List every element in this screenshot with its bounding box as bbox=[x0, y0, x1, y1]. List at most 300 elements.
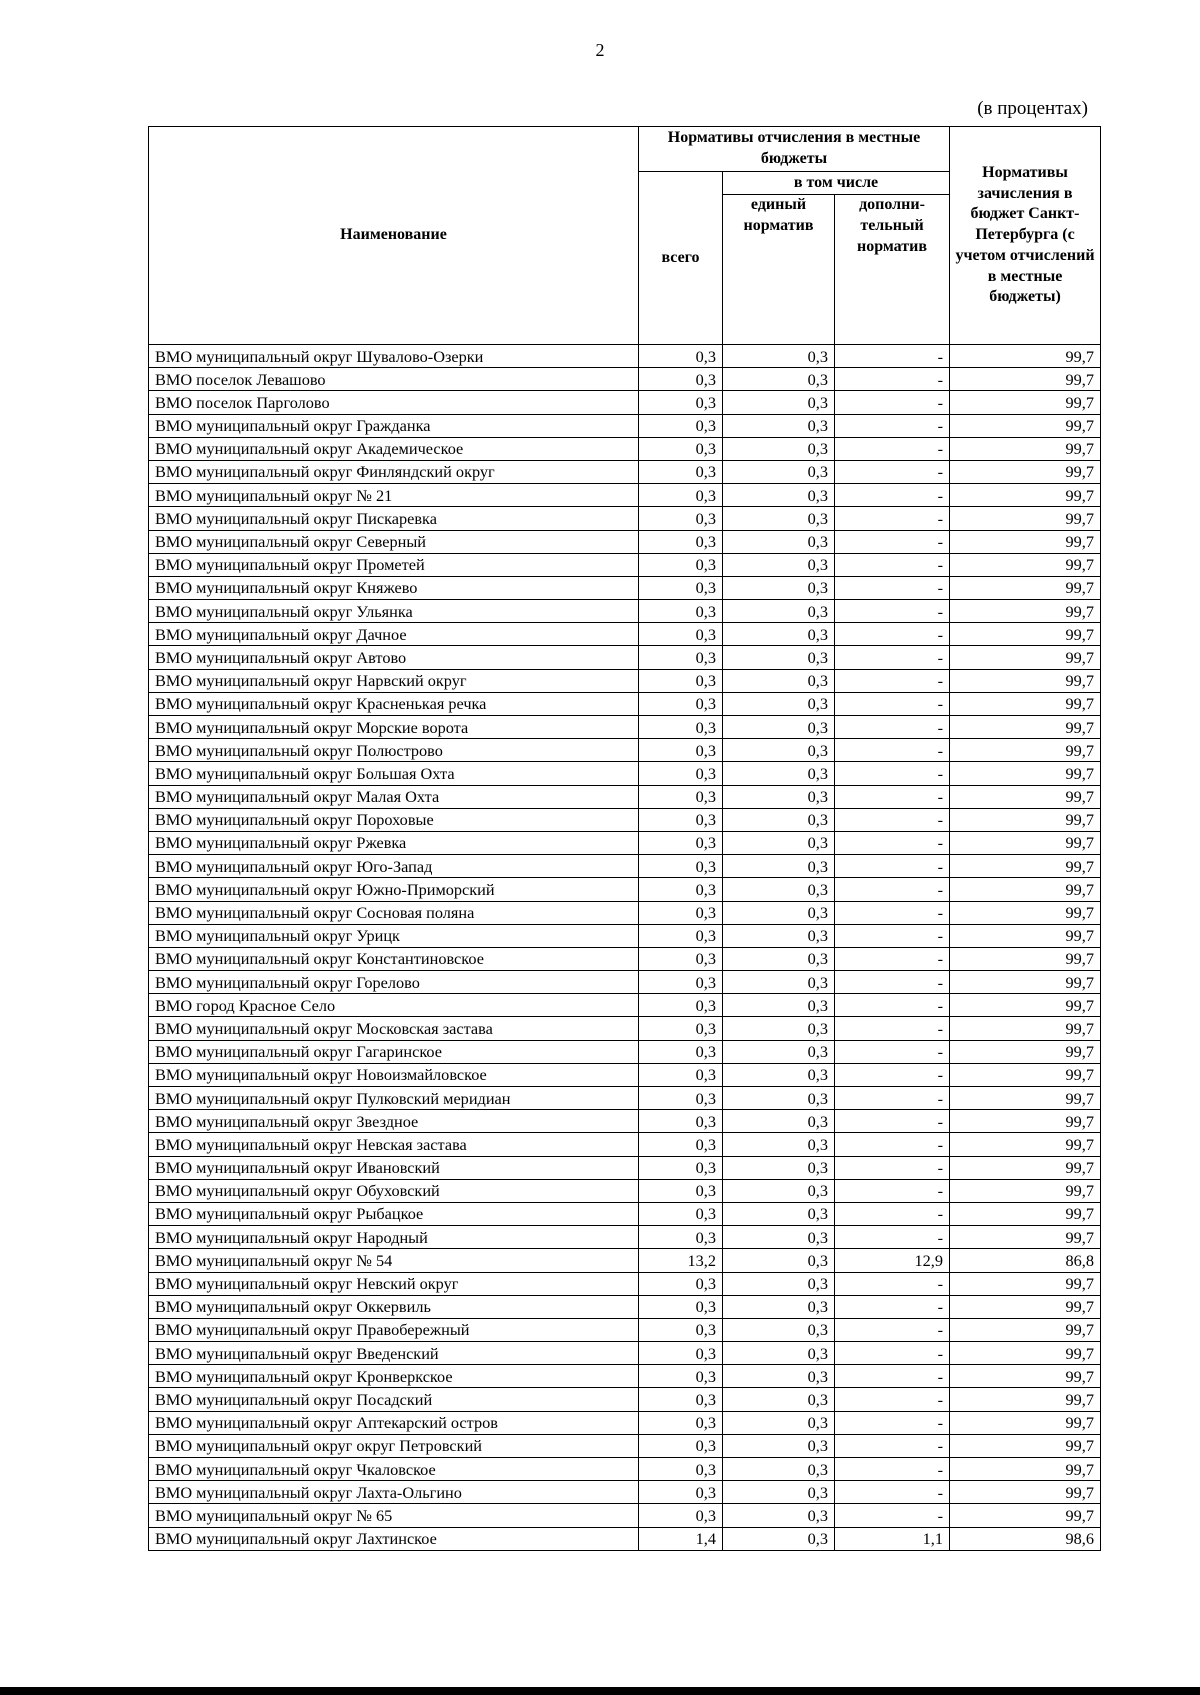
table-row bbox=[149, 994, 1101, 1017]
cell-additional: - bbox=[835, 692, 950, 715]
units-note: (в процентах) bbox=[977, 98, 1088, 119]
cell-spb: 99,7 bbox=[950, 762, 1101, 785]
cell-total: 13,2 bbox=[639, 1249, 723, 1272]
cell-name: ВМО муниципальный округ № 21 bbox=[149, 484, 639, 507]
cell-additional: - bbox=[835, 901, 950, 924]
cell-name: ВМО муниципальный округ Пискаревка bbox=[149, 507, 639, 530]
table-row bbox=[149, 1388, 1101, 1411]
cell-total: 0,3 bbox=[639, 1318, 723, 1341]
table-row bbox=[149, 1040, 1101, 1063]
cell-name: ВМО муниципальный округ Лахта-Ольгино bbox=[149, 1481, 639, 1504]
cell-total: 0,3 bbox=[639, 1133, 723, 1156]
cell-name: ВМО муниципальный округ Введенский bbox=[149, 1342, 639, 1365]
cell-additional: - bbox=[835, 391, 950, 414]
cell-uniform: 0,3 bbox=[723, 994, 835, 1017]
cell-spb: 99,7 bbox=[950, 1365, 1101, 1388]
cell-total: 0,3 bbox=[639, 460, 723, 483]
cell-total: 0,3 bbox=[639, 947, 723, 970]
cell-uniform: 0,3 bbox=[723, 785, 835, 808]
cell-spb: 99,7 bbox=[950, 530, 1101, 553]
table-row bbox=[149, 1110, 1101, 1133]
cell-spb: 99,7 bbox=[950, 669, 1101, 692]
cell-total: 0,3 bbox=[639, 716, 723, 739]
cell-additional: - bbox=[835, 1388, 950, 1411]
table-row bbox=[149, 855, 1101, 878]
cell-spb: 99,7 bbox=[950, 1133, 1101, 1156]
cell-total: 0,3 bbox=[639, 553, 723, 576]
table-row bbox=[149, 460, 1101, 483]
table-row bbox=[149, 1527, 1101, 1550]
cell-uniform: 0,3 bbox=[723, 1017, 835, 1040]
cell-name: ВМО муниципальный округ Московская застава bbox=[149, 1017, 639, 1040]
cell-uniform: 0,3 bbox=[723, 1365, 835, 1388]
cell-spb: 99,7 bbox=[950, 878, 1101, 901]
table-row bbox=[149, 1318, 1101, 1341]
table-row bbox=[149, 1249, 1101, 1272]
table-row bbox=[149, 808, 1101, 831]
cell-spb: 99,7 bbox=[950, 692, 1101, 715]
cell-name: ВМО муниципальный округ Оккервиль bbox=[149, 1295, 639, 1318]
cell-name: ВМО муниципальный округ Константиновское bbox=[149, 947, 639, 970]
cell-name: ВМО муниципальный округ № 65 bbox=[149, 1504, 639, 1527]
table-row bbox=[149, 1063, 1101, 1086]
table-row bbox=[149, 1411, 1101, 1434]
cell-name: ВМО муниципальный округ Южно-Приморский bbox=[149, 878, 639, 901]
cell-spb: 99,7 bbox=[950, 1156, 1101, 1179]
cell-additional: - bbox=[835, 1110, 950, 1133]
cell-additional: - bbox=[835, 437, 950, 460]
cell-total: 0,3 bbox=[639, 901, 723, 924]
cell-spb: 99,7 bbox=[950, 971, 1101, 994]
cell-uniform: 0,3 bbox=[723, 600, 835, 623]
cell-additional: - bbox=[835, 1040, 950, 1063]
table-row bbox=[149, 368, 1101, 391]
cell-total: 0,3 bbox=[639, 530, 723, 553]
table-row bbox=[149, 924, 1101, 947]
table-row bbox=[149, 646, 1101, 669]
cell-spb: 99,7 bbox=[950, 1411, 1101, 1434]
table-row bbox=[149, 1458, 1101, 1481]
cell-name: ВМО муниципальный округ Лахтинское bbox=[149, 1527, 639, 1550]
cell-spb: 99,7 bbox=[950, 1295, 1101, 1318]
cell-total: 0,3 bbox=[639, 1272, 723, 1295]
cell-name: ВМО муниципальный округ Народный bbox=[149, 1226, 639, 1249]
cell-additional: - bbox=[835, 1272, 950, 1295]
cell-uniform: 0,3 bbox=[723, 1226, 835, 1249]
cell-name: ВМО муниципальный округ Ржевка bbox=[149, 831, 639, 854]
cell-additional: - bbox=[835, 1226, 950, 1249]
cell-total: 0,3 bbox=[639, 1110, 723, 1133]
cell-uniform: 0,3 bbox=[723, 1527, 835, 1550]
cell-uniform: 0,3 bbox=[723, 1388, 835, 1411]
table-row bbox=[149, 1295, 1101, 1318]
table-row bbox=[149, 530, 1101, 553]
cell-name: ВМО муниципальный округ Невский округ bbox=[149, 1272, 639, 1295]
cell-name: ВМО город Красное Село bbox=[149, 994, 639, 1017]
table-row bbox=[149, 739, 1101, 762]
table-row bbox=[149, 669, 1101, 692]
table-row bbox=[149, 414, 1101, 437]
cell-name: ВМО муниципальный округ Полюстрово bbox=[149, 739, 639, 762]
cell-spb: 99,7 bbox=[950, 1063, 1101, 1086]
cell-name: ВМО поселок Парголово bbox=[149, 391, 639, 414]
table-row bbox=[149, 1133, 1101, 1156]
cell-name: ВМО муниципальный округ Сосновая поляна bbox=[149, 901, 639, 924]
cell-uniform: 0,3 bbox=[723, 1295, 835, 1318]
cell-additional: - bbox=[835, 669, 950, 692]
cell-additional: - bbox=[835, 1017, 950, 1040]
cell-spb: 99,7 bbox=[950, 460, 1101, 483]
cell-additional: - bbox=[835, 507, 950, 530]
cell-uniform: 0,3 bbox=[723, 1063, 835, 1086]
cell-name: ВМО муниципальный округ Пороховые bbox=[149, 808, 639, 831]
cell-spb: 99,7 bbox=[950, 1017, 1101, 1040]
cell-spb: 99,7 bbox=[950, 1202, 1101, 1225]
cell-additional: - bbox=[835, 1295, 950, 1318]
cell-additional: - bbox=[835, 1087, 950, 1110]
cell-name: ВМО муниципальный округ округ Петровский bbox=[149, 1434, 639, 1457]
cell-total: 0,3 bbox=[639, 600, 723, 623]
cell-spb: 99,7 bbox=[950, 1458, 1101, 1481]
cell-spb: 99,7 bbox=[950, 1434, 1101, 1457]
cell-spb: 99,7 bbox=[950, 808, 1101, 831]
cell-additional: - bbox=[835, 1434, 950, 1457]
table-row bbox=[149, 716, 1101, 739]
cell-additional: - bbox=[835, 1365, 950, 1388]
cell-uniform: 0,3 bbox=[723, 507, 835, 530]
cell-total: 0,3 bbox=[639, 1388, 723, 1411]
cell-spb: 99,7 bbox=[950, 716, 1101, 739]
cell-total: 0,3 bbox=[639, 669, 723, 692]
cell-spb: 99,7 bbox=[950, 1040, 1101, 1063]
table-row bbox=[149, 437, 1101, 460]
cell-spb: 99,7 bbox=[950, 1226, 1101, 1249]
cell-additional: - bbox=[835, 971, 950, 994]
cell-name: ВМО муниципальный округ Гагаринское bbox=[149, 1040, 639, 1063]
cell-name: ВМО муниципальный округ Рыбацкое bbox=[149, 1202, 639, 1225]
table-row bbox=[149, 391, 1101, 414]
cell-uniform: 0,3 bbox=[723, 831, 835, 854]
cell-additional: - bbox=[835, 600, 950, 623]
cell-total: 0,3 bbox=[639, 1342, 723, 1365]
cell-name: ВМО муниципальный округ Ульянка bbox=[149, 600, 639, 623]
cell-uniform: 0,3 bbox=[723, 1202, 835, 1225]
cell-name: ВМО муниципальный округ Кронверкское bbox=[149, 1365, 639, 1388]
cell-uniform: 0,3 bbox=[723, 345, 835, 368]
cell-uniform: 0,3 bbox=[723, 414, 835, 437]
table-row bbox=[149, 878, 1101, 901]
cell-name: ВМО муниципальный округ Звездное bbox=[149, 1110, 639, 1133]
cell-additional: - bbox=[835, 414, 950, 437]
cell-total: 0,3 bbox=[639, 831, 723, 854]
cell-additional: 12,9 bbox=[835, 1249, 950, 1272]
cell-name: ВМО муниципальный округ Чкаловское bbox=[149, 1458, 639, 1481]
header-name: Наименование bbox=[149, 127, 639, 345]
cell-spb: 99,7 bbox=[950, 994, 1101, 1017]
cell-name: ВМО муниципальный округ Княжево bbox=[149, 576, 639, 599]
table-row bbox=[149, 553, 1101, 576]
table-body bbox=[149, 345, 1101, 1551]
cell-additional: - bbox=[835, 1318, 950, 1341]
header-local-budgets: Нормативы отчисления в местные бюджеты bbox=[639, 127, 950, 172]
cell-spb: 99,7 bbox=[950, 600, 1101, 623]
table-row bbox=[149, 1365, 1101, 1388]
cell-spb: 99,7 bbox=[950, 1272, 1101, 1295]
cell-name: ВМО муниципальный округ Пулковский меридиан bbox=[149, 1087, 639, 1110]
cell-spb: 99,7 bbox=[950, 576, 1101, 599]
cell-name: ВМО муниципальный округ Гражданка bbox=[149, 414, 639, 437]
cell-additional: - bbox=[835, 878, 950, 901]
cell-uniform: 0,3 bbox=[723, 1504, 835, 1527]
cell-additional: - bbox=[835, 855, 950, 878]
cell-spb: 99,7 bbox=[950, 1504, 1101, 1527]
cell-spb: 99,7 bbox=[950, 924, 1101, 947]
cell-total: 0,3 bbox=[639, 623, 723, 646]
cell-additional: - bbox=[835, 1133, 950, 1156]
cell-total: 0,3 bbox=[639, 739, 723, 762]
cell-uniform: 0,3 bbox=[723, 368, 835, 391]
cell-total: 0,3 bbox=[639, 484, 723, 507]
cell-spb: 99,7 bbox=[950, 1342, 1101, 1365]
cell-spb: 98,6 bbox=[950, 1527, 1101, 1550]
cell-uniform: 0,3 bbox=[723, 947, 835, 970]
cell-spb: 99,7 bbox=[950, 947, 1101, 970]
cell-spb: 99,7 bbox=[950, 1481, 1101, 1504]
cell-uniform: 0,3 bbox=[723, 623, 835, 646]
cell-additional: - bbox=[835, 994, 950, 1017]
cell-total: 0,3 bbox=[639, 576, 723, 599]
cell-name: ВМО муниципальный округ Морские ворота bbox=[149, 716, 639, 739]
cell-spb: 99,7 bbox=[950, 646, 1101, 669]
cell-uniform: 0,3 bbox=[723, 924, 835, 947]
cell-spb: 99,7 bbox=[950, 1318, 1101, 1341]
header-additional: дополни-тельный норматив bbox=[835, 195, 950, 345]
cell-name: ВМО муниципальный округ Невская застава bbox=[149, 1133, 639, 1156]
cell-total: 0,3 bbox=[639, 368, 723, 391]
table-row bbox=[149, 345, 1101, 368]
cell-uniform: 0,3 bbox=[723, 1272, 835, 1295]
cell-total: 0,3 bbox=[639, 692, 723, 715]
cell-additional: - bbox=[835, 947, 950, 970]
cell-name: ВМО муниципальный округ № 54 bbox=[149, 1249, 639, 1272]
cell-uniform: 0,3 bbox=[723, 878, 835, 901]
cell-spb: 99,7 bbox=[950, 785, 1101, 808]
cell-uniform: 0,3 bbox=[723, 855, 835, 878]
page-number: 2 bbox=[595, 40, 605, 60]
cell-name: ВМО муниципальный округ Юго-Запад bbox=[149, 855, 639, 878]
cell-additional: - bbox=[835, 785, 950, 808]
cell-total: 0,3 bbox=[639, 507, 723, 530]
cell-total: 0,3 bbox=[639, 646, 723, 669]
cell-additional: - bbox=[835, 1458, 950, 1481]
cell-uniform: 0,3 bbox=[723, 530, 835, 553]
cell-additional: 1,1 bbox=[835, 1527, 950, 1550]
cell-additional: - bbox=[835, 1179, 950, 1202]
cell-additional: - bbox=[835, 739, 950, 762]
cell-uniform: 0,3 bbox=[723, 437, 835, 460]
cell-total: 0,3 bbox=[639, 391, 723, 414]
cell-total: 0,3 bbox=[639, 808, 723, 831]
table-row bbox=[149, 484, 1101, 507]
cell-total: 0,3 bbox=[639, 1063, 723, 1086]
cell-uniform: 0,3 bbox=[723, 1342, 835, 1365]
cell-name: ВМО муниципальный округ Обуховский bbox=[149, 1179, 639, 1202]
cell-total: 0,3 bbox=[639, 1458, 723, 1481]
cell-total: 0,3 bbox=[639, 414, 723, 437]
table-row bbox=[149, 947, 1101, 970]
table-row bbox=[149, 831, 1101, 854]
table-row bbox=[149, 600, 1101, 623]
cell-spb: 99,7 bbox=[950, 368, 1101, 391]
table-row bbox=[149, 971, 1101, 994]
cell-additional: - bbox=[835, 1411, 950, 1434]
table-row bbox=[149, 1179, 1101, 1202]
cell-additional: - bbox=[835, 1481, 950, 1504]
cell-total: 0,3 bbox=[639, 1226, 723, 1249]
cell-additional: - bbox=[835, 368, 950, 391]
table-row bbox=[149, 901, 1101, 924]
table-row bbox=[149, 1481, 1101, 1504]
cell-spb: 99,7 bbox=[950, 553, 1101, 576]
cell-spb: 99,7 bbox=[950, 345, 1101, 368]
cell-additional: - bbox=[835, 345, 950, 368]
cell-uniform: 0,3 bbox=[723, 1087, 835, 1110]
cell-additional: - bbox=[835, 646, 950, 669]
cell-uniform: 0,3 bbox=[723, 1249, 835, 1272]
cell-total: 0,3 bbox=[639, 762, 723, 785]
cell-uniform: 0,3 bbox=[723, 1411, 835, 1434]
cell-additional: - bbox=[835, 460, 950, 483]
cell-spb: 99,7 bbox=[950, 391, 1101, 414]
table-row bbox=[149, 507, 1101, 530]
cell-spb: 99,7 bbox=[950, 414, 1101, 437]
cell-additional: - bbox=[835, 762, 950, 785]
cell-additional: - bbox=[835, 1504, 950, 1527]
table-row bbox=[149, 1272, 1101, 1295]
cell-spb: 99,7 bbox=[950, 507, 1101, 530]
cell-additional: - bbox=[835, 831, 950, 854]
cell-total: 0,3 bbox=[639, 1434, 723, 1457]
cell-total: 0,3 bbox=[639, 971, 723, 994]
cell-total: 0,3 bbox=[639, 924, 723, 947]
cell-additional: - bbox=[835, 484, 950, 507]
cell-additional: - bbox=[835, 1342, 950, 1365]
cell-spb: 99,7 bbox=[950, 1388, 1101, 1411]
cell-name: ВМО поселок Левашово bbox=[149, 368, 639, 391]
cell-uniform: 0,3 bbox=[723, 1133, 835, 1156]
cell-name: ВМО муниципальный округ Урицк bbox=[149, 924, 639, 947]
cell-spb: 99,7 bbox=[950, 1110, 1101, 1133]
cell-spb: 99,7 bbox=[950, 623, 1101, 646]
cell-name: ВМО муниципальный округ Дачное bbox=[149, 623, 639, 646]
cell-total: 0,3 bbox=[639, 1202, 723, 1225]
cell-total: 0,3 bbox=[639, 878, 723, 901]
cell-total: 0,3 bbox=[639, 345, 723, 368]
cell-total: 0,3 bbox=[639, 855, 723, 878]
cell-name: ВМО муниципальный округ Горелово bbox=[149, 971, 639, 994]
cell-total: 0,3 bbox=[639, 1087, 723, 1110]
cell-uniform: 0,3 bbox=[723, 762, 835, 785]
header-uniform: единый норматив bbox=[723, 195, 835, 345]
cell-name: ВМО муниципальный округ Посадский bbox=[149, 1388, 639, 1411]
cell-name: ВМО муниципальный округ Прометей bbox=[149, 553, 639, 576]
cell-spb: 99,7 bbox=[950, 1087, 1101, 1110]
cell-total: 1,4 bbox=[639, 1527, 723, 1550]
cell-name: ВМО муниципальный округ Финляндский округ bbox=[149, 460, 639, 483]
cell-uniform: 0,3 bbox=[723, 669, 835, 692]
table-row bbox=[149, 623, 1101, 646]
cell-name: ВМО муниципальный округ Малая Охта bbox=[149, 785, 639, 808]
cell-uniform: 0,3 bbox=[723, 1458, 835, 1481]
cell-additional: - bbox=[835, 808, 950, 831]
cell-additional: - bbox=[835, 553, 950, 576]
cell-uniform: 0,3 bbox=[723, 808, 835, 831]
cell-name: ВМО муниципальный округ Красненькая речка bbox=[149, 692, 639, 715]
scan-edge-bar bbox=[0, 1687, 1200, 1695]
cell-uniform: 0,3 bbox=[723, 1481, 835, 1504]
norms-table bbox=[148, 126, 1101, 1551]
cell-total: 0,3 bbox=[639, 1017, 723, 1040]
cell-uniform: 0,3 bbox=[723, 646, 835, 669]
header-including: в том числе bbox=[723, 172, 950, 195]
cell-uniform: 0,3 bbox=[723, 716, 835, 739]
cell-total: 0,3 bbox=[639, 1179, 723, 1202]
table-row bbox=[149, 1226, 1101, 1249]
cell-total: 0,3 bbox=[639, 994, 723, 1017]
cell-uniform: 0,3 bbox=[723, 901, 835, 924]
cell-spb: 86,8 bbox=[950, 1249, 1101, 1272]
cell-additional: - bbox=[835, 1156, 950, 1179]
cell-total: 0,3 bbox=[639, 785, 723, 808]
cell-uniform: 0,3 bbox=[723, 1110, 835, 1133]
table-row bbox=[149, 1202, 1101, 1225]
cell-additional: - bbox=[835, 530, 950, 553]
cell-spb: 99,7 bbox=[950, 437, 1101, 460]
table-row bbox=[149, 692, 1101, 715]
cell-name: ВМО муниципальный округ Шувалово-Озерки bbox=[149, 345, 639, 368]
table-row bbox=[149, 1017, 1101, 1040]
cell-uniform: 0,3 bbox=[723, 739, 835, 762]
cell-name: ВМО муниципальный округ Ивановский bbox=[149, 1156, 639, 1179]
cell-name: ВМО муниципальный округ Нарвский округ bbox=[149, 669, 639, 692]
cell-uniform: 0,3 bbox=[723, 391, 835, 414]
cell-additional: - bbox=[835, 1063, 950, 1086]
cell-uniform: 0,3 bbox=[723, 1156, 835, 1179]
cell-total: 0,3 bbox=[639, 1156, 723, 1179]
cell-spb: 99,7 bbox=[950, 739, 1101, 762]
table-row bbox=[149, 1434, 1101, 1457]
cell-name: ВМО муниципальный округ Автово bbox=[149, 646, 639, 669]
cell-spb: 99,7 bbox=[950, 831, 1101, 854]
cell-uniform: 0,3 bbox=[723, 553, 835, 576]
cell-total: 0,3 bbox=[639, 1365, 723, 1388]
table-row bbox=[149, 1504, 1101, 1527]
cell-additional: - bbox=[835, 1202, 950, 1225]
table-row bbox=[149, 1087, 1101, 1110]
cell-total: 0,3 bbox=[639, 1411, 723, 1434]
cell-additional: - bbox=[835, 576, 950, 599]
cell-spb: 99,7 bbox=[950, 484, 1101, 507]
cell-total: 0,3 bbox=[639, 1504, 723, 1527]
cell-name: ВМО муниципальный округ Аптекарский остров bbox=[149, 1411, 639, 1434]
cell-uniform: 0,3 bbox=[723, 692, 835, 715]
cell-additional: - bbox=[835, 716, 950, 739]
header-spb-budget: Нормативы зачисления в бюджет Санкт-Петербурга (с учетом отчислений в местные бюджеты) bbox=[950, 127, 1101, 345]
cell-name: ВМО муниципальный округ Академическое bbox=[149, 437, 639, 460]
cell-uniform: 0,3 bbox=[723, 1434, 835, 1457]
cell-uniform: 0,3 bbox=[723, 484, 835, 507]
cell-name: ВМО муниципальный округ Правобережный bbox=[149, 1318, 639, 1341]
